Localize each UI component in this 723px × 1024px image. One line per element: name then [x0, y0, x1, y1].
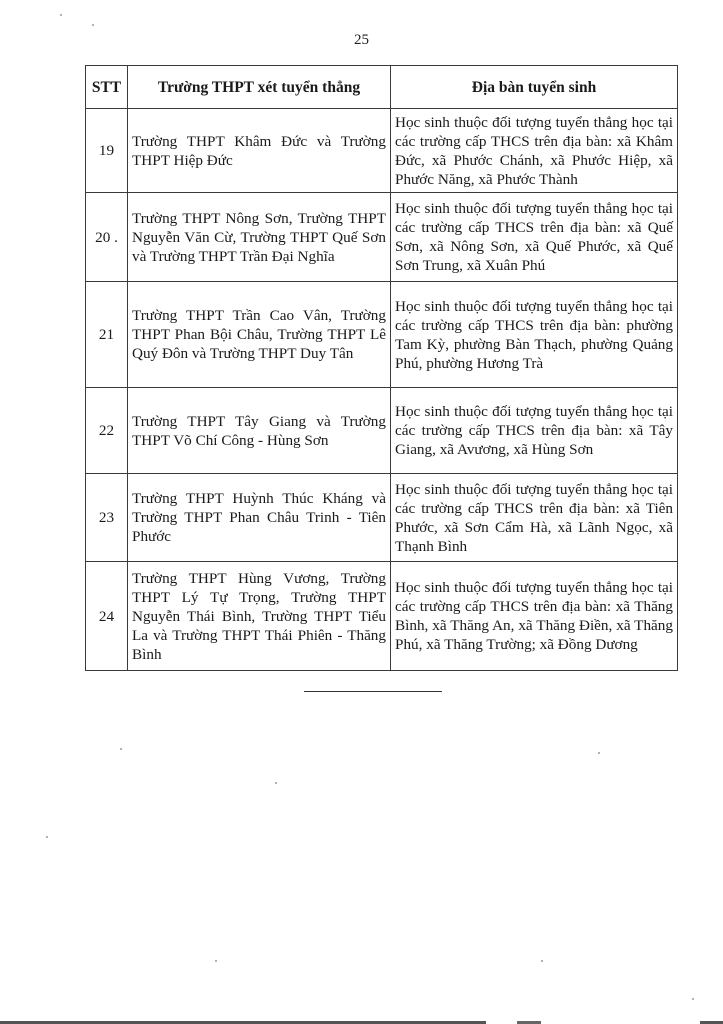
row-school: Trường THPT Hùng Vương, Trường THPT Lý Tự Trọng, Trường THPT Nguyễn Thái Bình, Trường THPT Tiểu La và Trường THPT Thái Phiên - Thăng Bình: [128, 562, 391, 671]
row-area: Học sinh thuộc đối tượng tuyển thẳng học tại các trường cấp THCS trên địa bàn: xã Tây Giang, xã Avương, xã Hùng Sơn: [391, 388, 678, 474]
scan-speck: [215, 960, 217, 962]
row-stt: 22: [86, 388, 128, 474]
table-header-row: [86, 66, 678, 109]
scan-speck: [598, 752, 600, 754]
row-area: Học sinh thuộc đối tượng tuyển thẳng học tại các trường cấp THCS trên địa bàn: xã Tiên Phước, xã Sơn Cẩm Hà, xã Lãnh Ngọc, xã Thạnh Bình: [391, 474, 678, 562]
row-stt: 20 .: [86, 193, 128, 282]
table-row: [86, 109, 678, 193]
scan-speck: [46, 836, 48, 838]
scan-speck: [692, 998, 694, 1000]
scan-speck: [541, 960, 543, 962]
page-number: 25: [354, 32, 369, 48]
table-row: [86, 193, 678, 282]
row-school: Trường THPT Trần Cao Vân, Trường THPT Phan Bội Châu, Trường THPT Lê Quý Đôn và Trường THPT Duy Tân: [128, 282, 391, 388]
scan-speck: [60, 14, 62, 16]
row-school: Trường THPT Nông Sơn, Trường THPT Nguyễn Văn Cừ, Trường THPT Quế Sơn và Trường THPT Trần Đại Nghĩa: [128, 193, 391, 282]
scan-speck: [275, 782, 277, 784]
header-school: Trường THPT xét tuyển thẳng: [128, 66, 391, 109]
row-area: Học sinh thuộc đối tượng tuyển thẳng học tại các trường cấp THCS trên địa bàn: xã Thăng Bình, xã Thăng An, xã Thăng Điền, xã Thăng Phú, xã Thăng Trường; xã Đồng Dương: [391, 562, 678, 671]
header-area: Địa bàn tuyển sinh: [391, 66, 678, 109]
table-row: [86, 388, 678, 474]
row-school: Trường THPT Khâm Đức và Trường THPT Hiệp Đức: [128, 109, 391, 193]
row-stt: 23: [86, 474, 128, 562]
table-row: [86, 562, 678, 671]
row-area: Học sinh thuộc đối tượng tuyển thẳng học tại các trường cấp THCS trên địa bàn: phường Tam Kỳ, phường Bàn Thạch, phường Quảng Phú, phường Hương Trà: [391, 282, 678, 388]
scan-speck: [120, 748, 122, 750]
header-stt: STT: [86, 66, 128, 109]
row-area: Học sinh thuộc đối tượng tuyển thẳng học tại các trường cấp THCS trên địa bàn: xã Quế Sơn, xã Nông Sơn, xã Quế Phước, xã Quế Sơn Trung, xã Xuân Phú: [391, 193, 678, 282]
row-stt: 19: [86, 109, 128, 193]
table-row: [86, 282, 678, 388]
end-separator-line: [304, 691, 442, 692]
row-school: Trường THPT Huỳnh Thúc Kháng và Trường THPT Phan Châu Trinh - Tiên Phước: [128, 474, 391, 562]
admission-table: [85, 65, 678, 671]
table-row: [86, 474, 678, 562]
row-stt: 21: [86, 282, 128, 388]
row-area: Học sinh thuộc đối tượng tuyển thẳng học tại các trường cấp THCS trên địa bàn: xã Khâm Đức, xã Phước Chánh, xã Phước Hiệp, xã Phước Năng, xã Phước Thành: [391, 109, 678, 193]
row-stt: 24: [86, 562, 128, 671]
row-school: Trường THPT Tây Giang và Trường THPT Võ Chí Công - Hùng Sơn: [128, 388, 391, 474]
scan-speck: [92, 24, 94, 26]
